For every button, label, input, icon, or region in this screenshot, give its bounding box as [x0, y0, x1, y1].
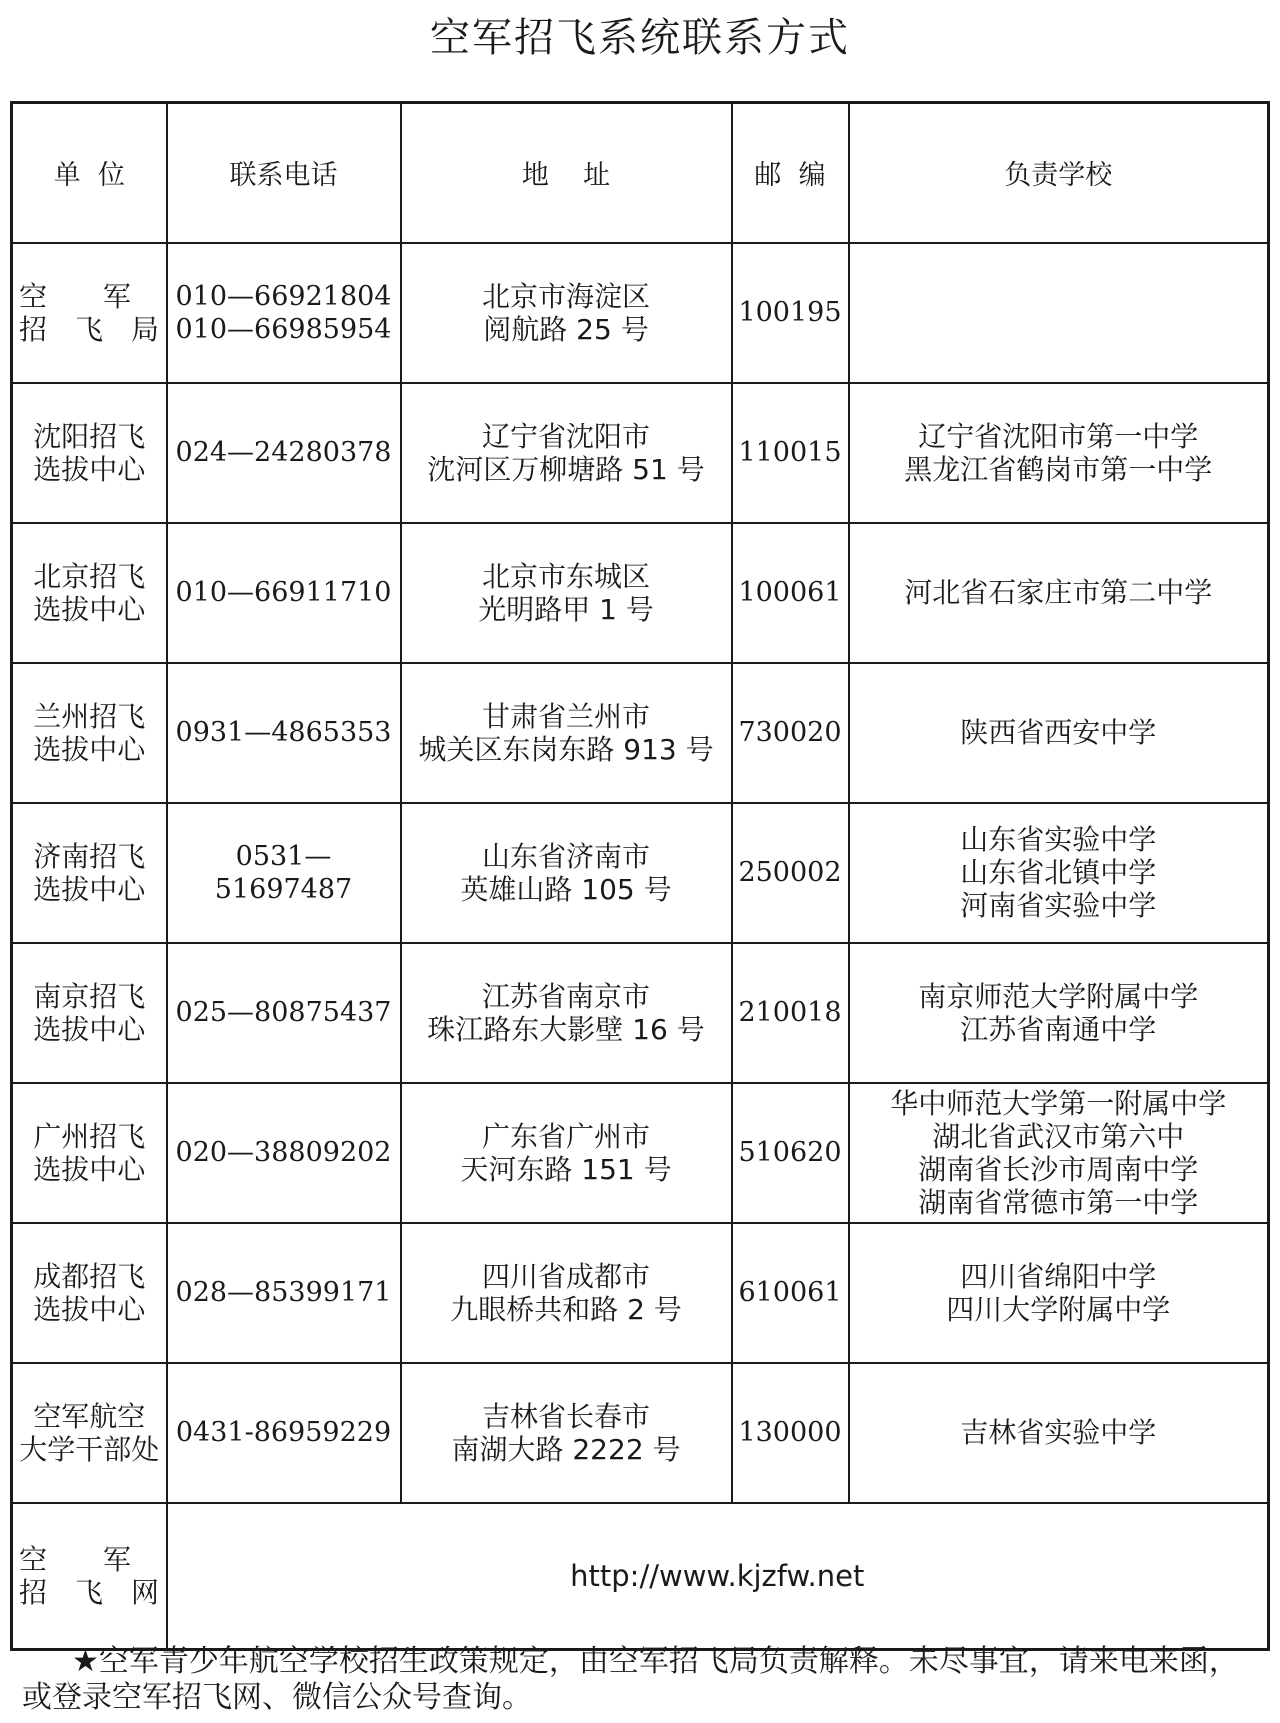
phone-number: 025—80875437 [175, 997, 392, 1028]
address-cell [401, 1083, 732, 1223]
unit-cell [12, 243, 167, 383]
page-title: 空军招飞系统联系方式 [430, 15, 850, 61]
zip-cell: 210018 [732, 943, 849, 1083]
school-name: 华中师范大学第一附属中学 [890, 1086, 1227, 1120]
school-name: 湖南省常德市第一中学 [918, 1185, 1199, 1219]
zip-cell: 610061 [732, 1223, 849, 1363]
zip-cell: 510620 [732, 1083, 849, 1223]
unit-line: 沈阳招飞 [33, 419, 146, 453]
unit-line: 大学干部处 [19, 1432, 160, 1466]
unit-cell [12, 1503, 167, 1650]
address-cell [401, 663, 732, 803]
table-row [12, 663, 1269, 803]
unit-cell [12, 943, 167, 1083]
phone-cell [167, 1363, 401, 1503]
school-cell [849, 1223, 1269, 1363]
phone-number: 0931—4865353 [175, 717, 392, 748]
header-unit: 单 位 [12, 103, 167, 243]
unit-line: 选拔中心 [33, 452, 146, 486]
address-line: 四川省成都市 [481, 1259, 650, 1293]
unit-line: 空 军 [19, 1542, 132, 1576]
table-row [12, 1363, 1269, 1503]
phone-number: 020—38809202 [175, 1137, 392, 1168]
website-url[interactable]: http://www.kjzfw.net [167, 1503, 1269, 1650]
zip-cell: 100061 [732, 523, 849, 663]
unit-cell [12, 663, 167, 803]
unit-line: 兰州招飞 [33, 699, 146, 733]
school-name: 陕西省西安中学 [960, 716, 1157, 749]
unit-cell [12, 383, 167, 523]
address-line: 北京市东城区 [481, 559, 650, 593]
phone-cell [167, 383, 401, 523]
school-name: 吉林省实验中学 [960, 1416, 1157, 1449]
table-row [12, 943, 1269, 1083]
unit-line: 选拔中心 [33, 872, 146, 906]
unit-line: 选拔中心 [33, 1152, 146, 1186]
unit-cell [12, 1363, 167, 1503]
school-name: 黑龙江省鹤岗市第一中学 [904, 452, 1213, 486]
table-row [12, 1083, 1269, 1223]
address-line: 辽宁省沈阳市 [481, 419, 650, 453]
school-name: 湖南省长沙市周南中学 [918, 1152, 1199, 1186]
unit-line: 招 飞 网 [19, 1575, 160, 1609]
address-line: 九眼桥共和路 2 号 [450, 1292, 682, 1326]
address-cell [401, 523, 732, 663]
unit-line: 南京招飞 [33, 979, 146, 1013]
phone-cell [167, 243, 401, 383]
table-row [12, 383, 1269, 523]
address-line: 江苏省南京市 [481, 979, 650, 1013]
header-row [12, 103, 1269, 243]
contacts-table [10, 101, 1270, 1651]
school-name: 江苏省南通中学 [960, 1012, 1157, 1046]
address-cell [401, 243, 732, 383]
zip-cell: 250002 [732, 803, 849, 943]
school-cell [849, 383, 1269, 523]
unit-cell [12, 803, 167, 943]
website-row [12, 1503, 1269, 1650]
address-line: 沈河区万柳塘路 51 号 [427, 452, 705, 486]
phone-number: 010—66921804 [175, 280, 392, 312]
address-cell [401, 383, 732, 523]
address-line: 甘肃省兰州市 [481, 699, 650, 733]
unit-line: 选拔中心 [33, 592, 146, 626]
address-line: 光明路甲 1 号 [478, 592, 654, 626]
school-name: 山东省北镇中学 [960, 856, 1157, 889]
school-name: 河北省石家庄市第二中学 [904, 576, 1213, 609]
table-row [12, 1223, 1269, 1363]
address-line: 山东省济南市 [481, 839, 650, 873]
school-cell [849, 663, 1269, 803]
phone-cell [167, 523, 401, 663]
phone-cell [167, 1083, 401, 1223]
header-address: 地 址 [401, 103, 732, 243]
school-cell [849, 523, 1269, 663]
school-name: 辽宁省沈阳市第一中学 [918, 419, 1199, 453]
unit-line: 空军航空 [33, 1399, 146, 1433]
unit-cell [12, 1083, 167, 1223]
table-row [12, 523, 1269, 663]
school-name: 湖北省武汉市第六中 [932, 1119, 1185, 1153]
address-cell [401, 1363, 732, 1503]
unit-line: 济南招飞 [33, 839, 146, 873]
unit-line: 选拔中心 [33, 1292, 146, 1326]
phone-number: 010—66985954 [175, 313, 392, 345]
table-row [12, 803, 1269, 943]
address-line: 城关区东岗东路 913 号 [418, 732, 714, 766]
phone-cell [167, 1223, 401, 1363]
school-name: 四川省绵阳中学 [960, 1259, 1157, 1293]
unit-cell [12, 1223, 167, 1363]
address-line: 珠江路东大影壁 16 号 [427, 1012, 705, 1046]
phone-number: 0431-86959229 [175, 1417, 392, 1448]
school-cell [849, 1363, 1269, 1503]
school-name: 山东省实验中学 [960, 823, 1157, 856]
address-line: 天河东路 151 号 [460, 1152, 672, 1186]
address-cell [401, 803, 732, 943]
unit-line: 北京招飞 [33, 559, 146, 593]
zip-cell: 730020 [732, 663, 849, 803]
school-cell [849, 243, 1269, 383]
address-line: 北京市海淀区 [481, 279, 650, 313]
phone-number: 010—66911710 [175, 577, 392, 608]
zip-cell: 100195 [732, 243, 849, 383]
school-name: 四川大学附属中学 [946, 1292, 1171, 1326]
unit-line: 广州招飞 [33, 1119, 146, 1153]
unit-line: 成都招飞 [33, 1259, 146, 1293]
unit-line: 招 飞 局 [19, 312, 160, 346]
phone-number: 028—85399171 [175, 1277, 392, 1308]
header-school: 负责学校 [849, 103, 1269, 243]
address-line: 阅航路 25 号 [483, 312, 649, 346]
address-line: 英雄山路 105 号 [460, 872, 672, 906]
school-name: 河南省实验中学 [960, 889, 1157, 922]
school-cell [849, 1083, 1269, 1223]
unit-line: 选拔中心 [33, 732, 146, 766]
header-zip: 邮 编 [732, 103, 849, 243]
address-line: 吉林省长春市 [481, 1399, 650, 1433]
table-row [12, 243, 1269, 383]
address-line: 南湖大路 2222 号 [451, 1432, 681, 1466]
phone-cell [167, 943, 401, 1083]
school-cell [849, 943, 1269, 1083]
address-cell [401, 943, 732, 1083]
school-cell [849, 803, 1269, 943]
school-name: 南京师范大学附属中学 [918, 979, 1199, 1013]
zip-cell: 110015 [732, 383, 849, 523]
zip-cell: 130000 [732, 1363, 849, 1503]
header-phone: 联系电话 [167, 103, 401, 243]
phone-cell [167, 663, 401, 803]
unit-cell [12, 523, 167, 663]
address-line: 广东省广州市 [481, 1119, 650, 1153]
phone-number: 0531—51697487 [214, 840, 353, 905]
unit-line: 空 军 [19, 279, 132, 313]
footnote: ★空军青少年航空学校招生政策规定，由空军招飞局负责解释。未尽事宜，请来电来函，或登录空军招飞网、微信公众号查询。 [22, 1644, 1239, 1715]
phone-number: 024—24280378 [175, 437, 392, 468]
phone-cell [167, 803, 401, 943]
address-cell [401, 1223, 732, 1363]
unit-line: 选拔中心 [33, 1012, 146, 1046]
